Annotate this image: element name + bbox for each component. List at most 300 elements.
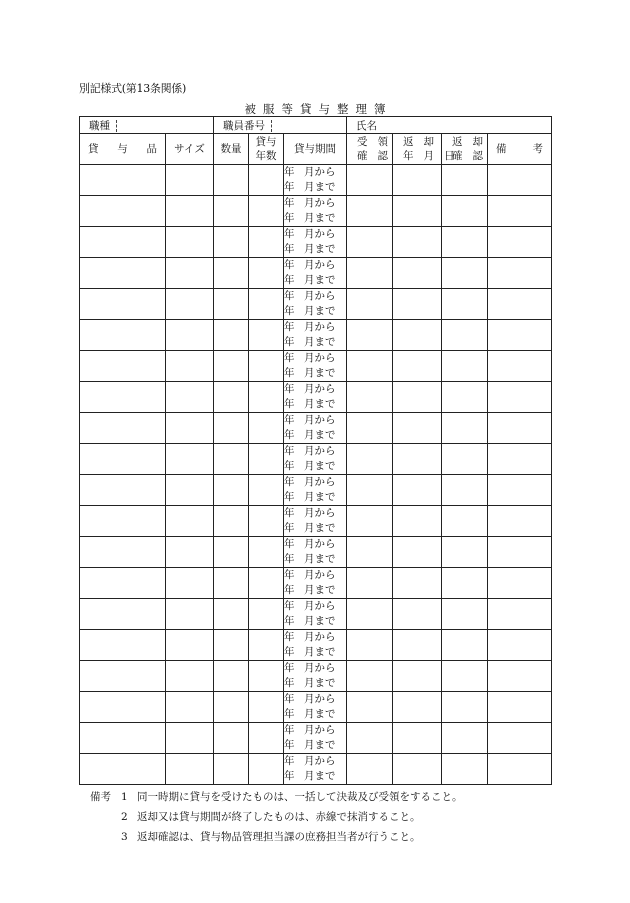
return-confirm-cell[interactable] [442, 382, 488, 413]
receipt-confirm-cell[interactable] [347, 475, 393, 506]
quantity-cell[interactable] [214, 506, 249, 537]
receipt-confirm-cell[interactable] [347, 413, 393, 444]
return-confirm-cell[interactable] [442, 475, 488, 506]
year-label: 年 [284, 693, 295, 705]
loan-years-cell[interactable] [249, 506, 284, 537]
loan-period-cell[interactable] [284, 475, 347, 506]
header-char: 確 [452, 150, 463, 162]
quantity-cell[interactable] [214, 196, 249, 227]
item-cell[interactable] [80, 537, 166, 568]
period-from-line [284, 661, 346, 676]
month-label: 月まで [304, 398, 336, 410]
receipt-confirm-cell[interactable] [347, 444, 393, 475]
return-date-cell[interactable] [393, 413, 442, 444]
remarks-cell[interactable] [488, 258, 552, 289]
return-date-cell[interactable] [393, 444, 442, 475]
remarks-cell[interactable] [488, 475, 552, 506]
loan-period-cell[interactable] [284, 537, 347, 568]
month-label: 月から [304, 724, 336, 736]
loan-years-cell[interactable] [249, 320, 284, 351]
loan-years-cell[interactable] [249, 196, 284, 227]
table-row [80, 754, 552, 785]
size-cell[interactable] [166, 320, 214, 351]
header-char: 日 [444, 150, 455, 162]
year-label: 年 [284, 476, 295, 488]
remarks-cell[interactable] [488, 165, 552, 196]
receipt-confirm-cell[interactable] [347, 754, 393, 785]
loan-period-cell[interactable] [284, 444, 347, 475]
item-cell[interactable] [80, 289, 166, 320]
month-label: 月から [304, 631, 336, 643]
return-date-cell[interactable] [393, 382, 442, 413]
return-date-cell[interactable] [393, 723, 442, 754]
period-to-line [284, 490, 346, 505]
quantity-cell[interactable] [214, 754, 249, 785]
size-cell[interactable] [166, 351, 214, 382]
table-row [80, 723, 552, 754]
year-label: 年 [284, 336, 295, 348]
loan-years-cell[interactable] [249, 444, 284, 475]
receipt-confirm-cell[interactable] [347, 258, 393, 289]
receipt-confirm-cell[interactable] [347, 692, 393, 723]
loan-period-cell[interactable] [284, 258, 347, 289]
loan-years-cell[interactable] [249, 630, 284, 661]
remarks-cell[interactable] [488, 351, 552, 382]
table-row [80, 165, 552, 196]
job-type-label: 職種 [89, 119, 110, 132]
receipt-confirm-cell[interactable] [347, 723, 393, 754]
item-cell[interactable] [80, 196, 166, 227]
notes-heading: 備考 [90, 791, 111, 803]
return-confirm-cell[interactable] [442, 165, 488, 196]
return-confirm-cell[interactable] [442, 413, 488, 444]
return-date-cell[interactable] [393, 196, 442, 227]
col-loan-years [249, 134, 284, 165]
month-label: 月まで [304, 243, 336, 255]
month-label: 月まで [304, 305, 336, 317]
month-label: 月から [304, 569, 336, 581]
loan-period-cell[interactable] [284, 506, 347, 537]
staff-number-label: 職員番号 [223, 119, 265, 132]
loan-years-cell[interactable] [249, 475, 284, 506]
year-label: 年 [284, 677, 295, 689]
quantity-cell[interactable] [214, 661, 249, 692]
loan-years-cell[interactable] [249, 537, 284, 568]
item-cell[interactable] [80, 413, 166, 444]
note-indent [90, 827, 121, 847]
size-cell[interactable] [166, 227, 214, 258]
quantity-cell[interactable] [214, 227, 249, 258]
col-quantity: 数量 [214, 134, 249, 165]
period-from-line [284, 692, 346, 707]
item-cell[interactable] [80, 444, 166, 475]
size-cell[interactable] [166, 382, 214, 413]
loan-ledger-table [79, 116, 552, 785]
return-date-cell[interactable] [393, 630, 442, 661]
year-label: 年 [284, 491, 295, 503]
item-cell[interactable] [80, 227, 166, 258]
return-confirm-cell[interactable] [442, 537, 488, 568]
size-cell[interactable] [166, 568, 214, 599]
month-label: 月から [304, 166, 336, 178]
quantity-cell[interactable] [214, 723, 249, 754]
item-cell[interactable] [80, 382, 166, 413]
remarks-cell[interactable] [488, 599, 552, 630]
year-label: 年 [284, 553, 295, 565]
size-cell[interactable] [166, 258, 214, 289]
loan-period-cell[interactable] [284, 165, 347, 196]
col-remarks-char: 考 [532, 143, 544, 155]
quantity-cell[interactable] [214, 413, 249, 444]
loan-period-cell[interactable] [284, 692, 347, 723]
col-size: サイズ [166, 134, 214, 165]
loan-period-cell[interactable] [284, 630, 347, 661]
item-cell[interactable] [80, 320, 166, 351]
remarks-cell[interactable] [488, 413, 552, 444]
header-char: 確 [357, 150, 368, 162]
receipt-confirm-cell[interactable] [347, 630, 393, 661]
col-item-char: 与 [117, 143, 128, 155]
remarks-cell[interactable] [488, 692, 552, 723]
size-cell[interactable] [166, 599, 214, 630]
return-date-cell[interactable] [393, 475, 442, 506]
item-cell[interactable] [80, 754, 166, 785]
loan-years-cell[interactable] [249, 258, 284, 289]
loan-years-cell[interactable] [249, 692, 284, 723]
note-text: 返却又は貸与期間が終了したものは、赤線で抹消すること。 [137, 811, 421, 823]
year-label: 年 [284, 522, 295, 534]
return-date-cell[interactable] [393, 258, 442, 289]
period-to-line [284, 738, 346, 753]
return-date-cell[interactable] [393, 661, 442, 692]
quantity-cell[interactable] [214, 289, 249, 320]
table-row [80, 568, 552, 599]
period-to-line [284, 366, 346, 381]
month-label: 月まで [304, 770, 336, 782]
remarks-cell[interactable] [488, 723, 552, 754]
loan-years-cell[interactable] [249, 227, 284, 258]
receipt-confirm-cell[interactable] [347, 289, 393, 320]
table-row [80, 258, 552, 289]
name-field[interactable] [347, 117, 552, 134]
remarks-cell[interactable] [488, 289, 552, 320]
year-label: 年 [284, 646, 295, 658]
year-label: 年 [284, 212, 295, 224]
quantity-cell[interactable] [214, 444, 249, 475]
job-type-divider [116, 120, 117, 132]
year-label: 年 [284, 445, 295, 457]
return-confirm-cell[interactable] [442, 506, 488, 537]
month-label: 月から [304, 600, 336, 612]
quantity-cell[interactable] [214, 351, 249, 382]
loan-period-cell[interactable] [284, 723, 347, 754]
month-label: 月まで [304, 646, 336, 658]
return-date-cell[interactable] [393, 568, 442, 599]
return-confirm-cell[interactable] [442, 692, 488, 723]
size-cell[interactable] [166, 692, 214, 723]
item-cell[interactable] [80, 661, 166, 692]
col-item-char: 貸 [88, 143, 99, 155]
month-label: 月まで [304, 367, 336, 379]
period-from-line [284, 506, 346, 521]
table-row [80, 413, 552, 444]
month-label: 月から [304, 259, 336, 271]
month-label: 月から [304, 445, 336, 457]
month-label: 月まで [304, 522, 336, 534]
table-row [80, 382, 552, 413]
quantity-cell[interactable] [214, 599, 249, 630]
receipt-confirm-cell[interactable] [347, 661, 393, 692]
loan-period-cell[interactable] [284, 351, 347, 382]
item-cell[interactable] [80, 165, 166, 196]
receipt-confirm-cell[interactable] [347, 165, 393, 196]
header-char: 年 [403, 150, 414, 162]
loan-period-cell[interactable] [284, 599, 347, 630]
loan-years-cell[interactable] [249, 661, 284, 692]
table-row [80, 320, 552, 351]
return-confirm-cell[interactable] [442, 599, 488, 630]
month-label: 月から [304, 290, 336, 302]
header-char: 返 [403, 136, 414, 148]
size-cell[interactable] [166, 537, 214, 568]
table-row [80, 227, 552, 258]
period-from-line [284, 165, 346, 180]
table-row [80, 196, 552, 227]
size-cell[interactable] [166, 413, 214, 444]
receipt-confirm-cell[interactable] [347, 227, 393, 258]
col-loan-years-line: 年数 [255, 150, 277, 162]
header-char: 却 [423, 136, 435, 148]
return-confirm-cell[interactable] [442, 661, 488, 692]
loan-years-cell[interactable] [249, 351, 284, 382]
item-cell[interactable] [80, 506, 166, 537]
receipt-confirm-cell[interactable] [347, 351, 393, 382]
remarks-cell[interactable] [488, 382, 552, 413]
loan-period-cell[interactable] [284, 413, 347, 444]
loan-years-cell[interactable] [249, 568, 284, 599]
remarks-cell[interactable] [488, 754, 552, 785]
receipt-confirm-cell[interactable] [347, 537, 393, 568]
year-label: 年 [284, 662, 295, 674]
month-label: 月から [304, 693, 336, 705]
year-label: 年 [284, 181, 295, 193]
loan-years-cell[interactable] [249, 165, 284, 196]
return-confirm-cell[interactable] [442, 289, 488, 320]
return-date-cell[interactable] [393, 351, 442, 382]
return-date-cell[interactable] [393, 506, 442, 537]
item-cell[interactable] [80, 568, 166, 599]
size-cell[interactable] [166, 661, 214, 692]
ledger-body [80, 165, 552, 785]
month-label: 月まで [304, 677, 336, 689]
remarks-cell[interactable] [488, 661, 552, 692]
year-label: 年 [284, 367, 295, 379]
return-confirm-cell[interactable] [442, 196, 488, 227]
size-cell[interactable] [166, 754, 214, 785]
period-to-line [284, 769, 346, 784]
return-date-cell[interactable] [393, 692, 442, 723]
quantity-cell[interactable] [214, 537, 249, 568]
receipt-confirm-cell[interactable] [347, 506, 393, 537]
item-cell[interactable] [80, 599, 166, 630]
loan-period-cell[interactable] [284, 661, 347, 692]
item-cell[interactable] [80, 723, 166, 754]
notes-section [90, 787, 463, 847]
year-label: 年 [284, 755, 295, 767]
return-confirm-cell[interactable] [442, 754, 488, 785]
staff-info-row [80, 117, 552, 134]
return-confirm-cell[interactable] [442, 351, 488, 382]
loan-years-cell[interactable] [249, 723, 284, 754]
col-item [80, 134, 166, 165]
period-from-line [284, 413, 346, 428]
job-type-field[interactable] [80, 117, 214, 134]
size-cell[interactable] [166, 196, 214, 227]
period-to-line [284, 521, 346, 536]
size-cell[interactable] [166, 289, 214, 320]
return-date-cell[interactable] [393, 227, 442, 258]
receipt-confirm-cell[interactable] [347, 599, 393, 630]
period-to-line [284, 211, 346, 226]
col-return-date-line-1 [393, 135, 441, 149]
month-label: 月まで [304, 739, 336, 751]
size-cell[interactable] [166, 723, 214, 754]
loan-period-cell[interactable] [284, 754, 347, 785]
remarks-cell[interactable] [488, 444, 552, 475]
period-to-line [284, 707, 346, 722]
table-row [80, 506, 552, 537]
remarks-cell[interactable] [488, 537, 552, 568]
remarks-cell[interactable] [488, 630, 552, 661]
table-row [80, 444, 552, 475]
remarks-cell[interactable] [488, 568, 552, 599]
month-label: 月から [304, 538, 336, 550]
col-return-confirm-line-2 [442, 149, 487, 163]
year-label: 年 [284, 708, 295, 720]
return-date-cell[interactable] [393, 165, 442, 196]
loan-years-cell[interactable] [249, 754, 284, 785]
ledger-title: 被服等貸与整理簿 [244, 102, 393, 116]
loan-period-cell[interactable] [284, 289, 347, 320]
receipt-confirm-cell[interactable] [347, 382, 393, 413]
period-from-line [284, 723, 346, 738]
size-cell[interactable] [166, 630, 214, 661]
size-cell[interactable] [166, 506, 214, 537]
return-date-cell[interactable] [393, 289, 442, 320]
header-char: 返 [452, 136, 463, 148]
return-confirm-cell[interactable] [442, 227, 488, 258]
return-confirm-cell[interactable] [442, 723, 488, 754]
size-cell[interactable] [166, 165, 214, 196]
period-to-line [284, 459, 346, 474]
return-confirm-cell[interactable] [442, 444, 488, 475]
table-row [80, 599, 552, 630]
receipt-confirm-cell[interactable] [347, 568, 393, 599]
quantity-cell[interactable] [214, 692, 249, 723]
quantity-cell[interactable] [214, 258, 249, 289]
header-char: 受 [357, 136, 368, 148]
year-label: 年 [284, 228, 295, 240]
table-row [80, 289, 552, 320]
return-confirm-cell[interactable] [442, 630, 488, 661]
quantity-cell[interactable] [214, 475, 249, 506]
quantity-cell[interactable] [214, 165, 249, 196]
col-receipt-confirm [347, 134, 393, 165]
period-from-line [284, 289, 346, 304]
staff-number-field[interactable] [214, 117, 347, 134]
return-date-cell[interactable] [393, 754, 442, 785]
period-to-line [284, 397, 346, 412]
header-char: 認 [472, 150, 484, 162]
header-char: 却 [472, 136, 484, 148]
size-cell[interactable] [166, 475, 214, 506]
item-cell[interactable] [80, 692, 166, 723]
table-row [80, 475, 552, 506]
item-cell[interactable] [80, 258, 166, 289]
loan-years-cell[interactable] [249, 382, 284, 413]
header-char: 領 [377, 136, 389, 148]
period-to-line [284, 335, 346, 350]
period-to-line [284, 242, 346, 257]
return-confirm-cell[interactable] [442, 320, 488, 351]
item-cell[interactable] [80, 351, 166, 382]
month-label: 月まで [304, 708, 336, 720]
receipt-confirm-cell[interactable] [347, 196, 393, 227]
return-confirm-cell[interactable] [442, 258, 488, 289]
year-label: 年 [284, 584, 295, 596]
col-remarks-char: 備 [496, 143, 507, 155]
period-from-line [284, 382, 346, 397]
year-label: 年 [284, 538, 295, 550]
year-label: 年 [284, 290, 295, 302]
note-text: 同一時期に貸与を受けたものは、一括して決裁及び受領をすること。 [137, 791, 463, 803]
item-cell[interactable] [80, 475, 166, 506]
year-label: 年 [284, 631, 295, 643]
remarks-cell[interactable] [488, 506, 552, 537]
loan-years-cell[interactable] [249, 599, 284, 630]
quantity-cell[interactable] [214, 568, 249, 599]
remarks-cell[interactable] [488, 320, 552, 351]
year-label: 年 [284, 414, 295, 426]
note-item [90, 787, 463, 807]
return-date-cell[interactable] [393, 320, 442, 351]
col-remarks [488, 134, 552, 165]
loan-period-cell[interactable] [284, 382, 347, 413]
return-confirm-cell[interactable] [442, 568, 488, 599]
quantity-cell[interactable] [214, 382, 249, 413]
return-date-cell[interactable] [393, 537, 442, 568]
period-to-line [284, 645, 346, 660]
loan-period-cell[interactable] [284, 568, 347, 599]
remarks-cell[interactable] [488, 227, 552, 258]
table-row [80, 692, 552, 723]
remarks-cell[interactable] [488, 196, 552, 227]
receipt-confirm-cell[interactable] [347, 320, 393, 351]
year-label: 年 [284, 739, 295, 751]
month-label: 月から [304, 476, 336, 488]
item-cell[interactable] [80, 630, 166, 661]
loan-period-cell[interactable] [284, 196, 347, 227]
quantity-cell[interactable] [214, 320, 249, 351]
loan-years-cell[interactable] [249, 413, 284, 444]
year-label: 年 [284, 305, 295, 317]
size-cell[interactable] [166, 444, 214, 475]
return-date-cell[interactable] [393, 599, 442, 630]
quantity-cell[interactable] [214, 630, 249, 661]
loan-years-cell[interactable] [249, 289, 284, 320]
loan-period-cell[interactable] [284, 320, 347, 351]
loan-period-cell[interactable] [284, 227, 347, 258]
